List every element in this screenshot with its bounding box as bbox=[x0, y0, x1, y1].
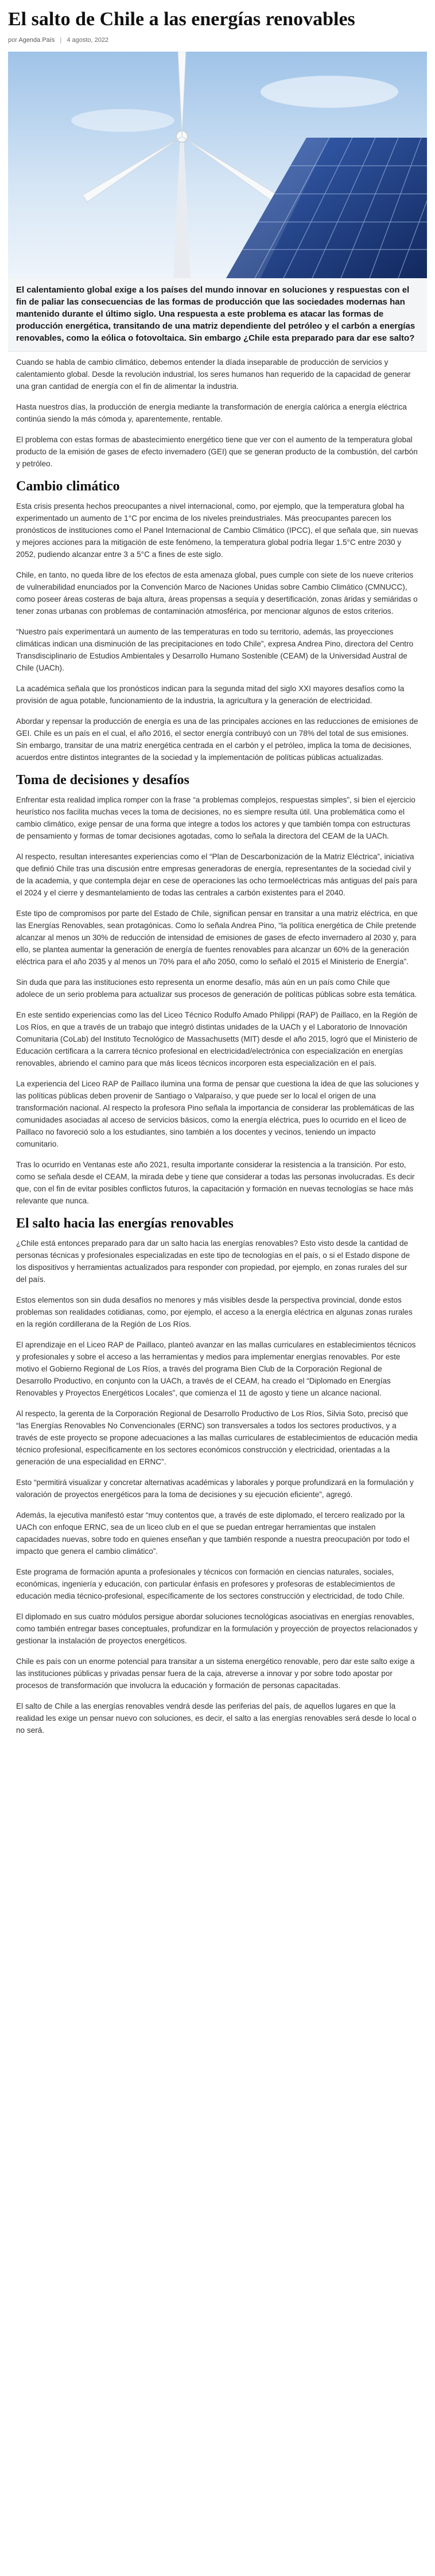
article-paragraph: La experiencia del Liceo RAP de Paillaco ilumina una forma de pensar que cuestiona la idea de que las soluciones y las políticas públicas deben provenir de Santiago o Valparaíso, y que puede ser lo local el origen de una transformación nacional. Al respecto la profesora Pino señala la importancia de considerar las problemáticas de las comunidades asociadas al acceso de servicios básicos, como la energía eléctrica, pues lo ocurrido en el liceo de Paillaco no favoreció solo a los estudiantes, sino también a los docentes y vecinos, teniendo un impacto comunitario. bbox=[16, 1079, 419, 1148]
article-paragraph: El aprendizaje en el Liceo RAP de Paillaco, planteó avanzar en las mallas curriculares en establecimientos técnicos y profesionales y sobre el acceso a las herramientas y medios para implementar energías renovables. Por este motivo el Gobierno Regional de Los Ríos, a través del programa Bien Club de la Corporación Regional de Desarrollo Productivo, en conjunto con la UACh, a través de el CEAM, ha creado el “Diplomado en Energías Renovables y Proyectos Energéticos Locales”, que comienza el 11 de agosto y tiene un alcance nacional. bbox=[16, 1340, 416, 1397]
article-paragraph: Chile es país con un enorme potencial para transitar a un sistema energético renovable, pero dar este salto exige a las instituciones públicas y privadas pensar fuera de la caja, atreverse a innovar y por sobre todo apostar por procesos de transformación que involucra la educación y formación de personas capacitadas. bbox=[16, 1657, 415, 1690]
article-paragraph: Chile, en tanto, no queda libre de los efectos de esta amenaza global, pues cumple con siete de los nueve criterios de vulnerabilidad enunciados por la Convención Marco de Naciones Unidas sobre Cambio Climático (CMNUCC), como poseer áreas costeras de baja altura, áreas propensas a sequía y desertificación, zonas áridas y semiáridas o tener zonas urbanas con problemas de contaminación atmosférica, por mencionar algunos de estos criterios. bbox=[16, 571, 418, 615]
article-paragraph: Esto “permitirá visualizar y concretar alternativas académicas y laborales y porque profundizará en la formulación y valoración de proyectos energéticos para la toma de decisiones y su ejecución eficiente”, agregó. bbox=[16, 1478, 414, 1499]
meta-divider: | bbox=[60, 37, 62, 44]
author-prefix: por bbox=[8, 37, 17, 44]
article-paragraph: Al respecto, resultan interesantes experiencias como el “Plan de Descarbonización de la Matriz Eléctrica”, iniciativa que definió Chile tras una discusión entre empresas generadoras de energía, representantes de la sociedad civil y de la academia, y que contempla dejar en cese de operaciones las ocho termoeléctricas más antiguas del país para el 2024 y el cierre y desmantelamiento de todas las centrales a carbón existentes para el 2040. bbox=[16, 852, 417, 897]
article-title: El salto de Chile a las energías renovables bbox=[8, 9, 355, 30]
article-paragraph: El salto de Chile a las energías renovables vendrá desde las periferias del país, de aquellos lugares en que la realidad les exige un pensar nuevo con soluciones, es decir, el salto a las energías renovables será desde lo local o no será. bbox=[16, 1702, 417, 1735]
cloud bbox=[71, 109, 174, 132]
hero-image bbox=[8, 52, 427, 278]
article-paragraph: Cuando se habla de cambio climático, debemos entender la díada inseparable de producción de servicios y calentamiento global. Desde la revolución industrial, los seres humanos han requerido de la capacidad de generar una gran cantidad de energía con el fin de alimentar la industria. bbox=[16, 358, 411, 391]
article-paragraph: El diplomado en sus cuatro módulos persigue abordar soluciones tecnológicas asociativas en energías renovables, como también entregar bases conceptuales, profundizar en la formulación y proyección de proyectos relacionados y gestionar la instalación de proyectos energéticos. bbox=[16, 1612, 418, 1645]
article-paragraph: Esta crisis presenta hechos preocupantes a nivel internacional, como, por ejemplo, que la temperatura global ha experimentado un aumento de 1°C por encima de los niveles preindustriales. Más preocupantes parecen los pronósticos de instituciones como el Panel Internacional de Cambio Climático (IPCC), el que señala que, sin nuevas y mejores acciones para la mitigación de este fenómeno, la temperatura global podría llegar 1.5°C entre 2030 y 2052, pudiendo alcanzar entre 3 a 5°C a fines de este siglo. bbox=[16, 502, 418, 559]
article-paragraph: Estos elementos son sin duda desafíos no menores y más visibles desde la perspectiva provincial, donde estos problemas son realidades cotidianas, como, por ejemplo, el acceso a la energía eléctrica en algunas zonas rurales en la región cordillerana de la Región de Los Ríos. bbox=[16, 1296, 413, 1328]
article-paragraph: “Nuestro país experimentará un aumento de las temperaturas en todo su territorio, además, las proyecciones climáticas indican una disminución de las precipitaciones en todo Chile”, expresa Andrea Pino, directora del Centro Transdisciplinario de Estudios Ambientales y Desarrollo Humano Sostenible (CEAM) de la Universidad Austral de Chile (UACh). bbox=[16, 628, 414, 672]
article-paragraph: Enfrentar esta realidad implica romper con la frase “a problemas complejos, respuestas simples”, si bien el ejercicio heurístico nos facilita muchas veces la toma de decisiones, no es siempre resulta útil. Una problemática como el cambio climático, exige pensar de una forma que integre a todos los actores y que también tompa con estructuras de pensamiento y formas de tomar decisiones agotadas, como lo señala la directora del CEAM de la UACh. bbox=[16, 796, 415, 840]
article-paragraph: Tras lo ocurrido en Ventanas este año 2021, resulta importante considerar la resistencia a la transición. Por esto, como se señala desde el CEAM, la mirada debe y tiene que considerar a todas las personas involucradas. Es decir que, con el fin de evitar posibles conflictos futuros, la capacitación y formación en nuevas tecnologías se hace más relevante que nunca. bbox=[16, 1160, 415, 1205]
article-paragraph: Al respecto, la gerenta de la Corporación Regional de Desarrollo Productivo de Los Ríos, Silvia Soto, precisó que “las Energías Renovables No Convencionales (ERNC) son transversales a todos los sectores productivos, y a través de este proyecto se propone adecuaciones a las mallas curriculares de establecimientos de educación media técnico profesional, específicamente en los sectores económicos construcción y electricidad, orientadas a la generación de una especialidad en ERNC”. bbox=[16, 1409, 418, 1466]
wind-and-solar-illustration bbox=[8, 52, 427, 278]
article-paragraph: Sin duda que para las instituciones esto representa un enorme desafío, más aún en un país como Chile que adolece de un serio problema para actualizar sus procesos de generación de políticas públicas sobre esta temática. bbox=[16, 978, 417, 999]
article-paragraph: La académica señala que los pronósticos indican para la segunda mitad del siglo XXI mayores desafíos como la provisión de agua potable, funcionamiento de la industria, la agricultura y la generación de electricidad. bbox=[16, 684, 405, 705]
hero-caption: El calentamiento global exige a los países del mundo innovar en soluciones y respuestas con el fin de paliar las consecuencias de las formas de producción que las sociedades modernas han mantenido durante el último siglo. Una respuesta a este problema es atacar las formas de producción energética, transitando de una matriz dependiente del petróleo y el carbón a energías renovables, como la eólica o fotovoltaica. Sin embargo ¿Chile esta preparado para dar ese salto? bbox=[8, 278, 427, 352]
article-paragraph: Hasta nuestros días, la producción de energía mediante la transformación de energía calórica a energía eléctrica continúa siendo la más cómoda y, aparentemente, rentable. bbox=[16, 403, 407, 423]
article-paragraph: ¿Chile está entonces preparado para dar un salto hacia las energías renovables? Esto visto desde la cantidad de personas técnicas y profesionales especializadas en este tipo de tecnologías en el país, o si el Estado dispone de los dispositivos y herramientas actualizados para responder con propiedad, por ejemplo, en zonas rurales del sur del país. bbox=[16, 1239, 410, 1284]
cloud bbox=[261, 76, 398, 108]
section-heading: Cambio climático bbox=[16, 479, 120, 494]
article-paragraph: En este sentido experiencias como las del Liceo Técnico Rodulfo Amado Philippi (RAP) de Paillaco, en la Región de Los Ríos, en que a través de un trabajo que integró distintas unidades de la UACh y el Laboratorio de Innovación Comunitaria (CoLab) del Instituto Tecnológico de Massachusetts (MIT) desde el año 2015, logró que el Ministerio de Educación certificara a la carrera técnico profesional en electricidad/electrónica con especialización en energías renovables, abriendo el camino para que más liceos técnicos incorporen esta especialización en el país. bbox=[16, 1011, 418, 1067]
article-meta bbox=[8, 37, 427, 44]
section-heading: Toma de decisiones y desafíos bbox=[16, 773, 189, 788]
section-heading: El salto hacia las energías renovables bbox=[16, 1216, 234, 1231]
author-link[interactable]: Agenda País bbox=[18, 37, 55, 44]
article-paragraph: Además, la ejecutiva manifestó estar “muy contentos que, a través de este diplomado, el tercero realizado por la UACh con enfoque ERNC, sea de un liceo club en el que se puedan entregar herramientas que instalen capacidades nuevas, sobre todo en quienes enseñan y que también responde a nuestra preocupación por todo el impacto que genera el cambio climático”. bbox=[16, 1511, 410, 1556]
publish-date: 4 agosto, 2022 bbox=[67, 37, 109, 44]
article-paragraph: Este programa de formación apunta a profesionales y técnicos con formación en ciencias naturales, sociales, económicas, ingeniería y educación, con particular énfasis en profesores y profesoras de establecimientos de educación media técnico-profesional, específicamente de los sectores construcción y electricidad, de todo Chile. bbox=[16, 1568, 405, 1600]
article-paragraph: Abordar y repensar la producción de energía es una de las principales acciones en las reducciones de emisiones de GEI. Chile es un país en el cual, el año 2016, el sector energía contribuyó con un 78% del total de sus emisiones. Sin embargo, transitar de una matriz energética centrada en el carbón y el petróleo, implica la toma de decisiones, acuerdos entre distintos integrantes de la sociedad y la implementación de políticas públicas actualizadas. bbox=[16, 717, 418, 762]
article-body bbox=[8, 356, 427, 1736]
article-paragraph: Este tipo de compromisos por parte del Estado de Chile, significan pensar en transitar a una matriz eléctrica, en que las Energías Renovables, sean protagónicas. Como lo señala Andrea Pino, “la política energética de Chile pretende alcanzar al menos un 30% de reducción de intensidad de emisiones de gases de efecto invernadero al 2030 y, para ello, se plantea aumentar la generación de energía de fuentes renovables para alcanzar un 60% de la generación eléctrica para el año 2035 y al menos un 70% para el año 2050, como lo señaló el 2015 el Ministerio de Energía”. bbox=[16, 909, 418, 966]
article-paragraph: El problema con estas formas de abastecimiento energético tiene que ver con el aumento de la temperatura global producto de la emisión de gases de efecto invernadero (GEI) que se generan producto de la combustión, del carbón y petróleo. bbox=[16, 435, 418, 468]
